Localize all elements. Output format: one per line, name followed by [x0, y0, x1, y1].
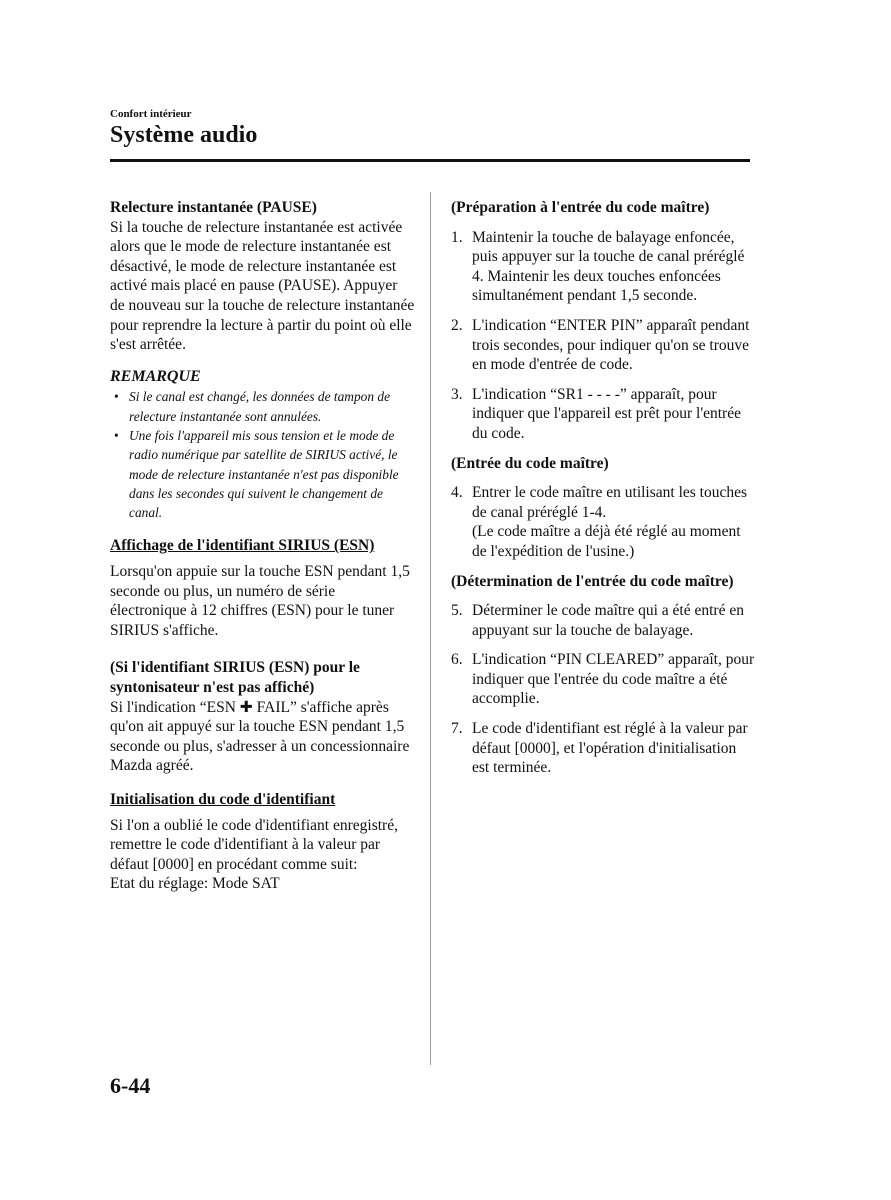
note-text: Si le canal est changé, les données de tampon de relecture instantanée sont annulées.: [129, 389, 391, 424]
step-item: [451, 385, 756, 444]
bullet-icon: •: [114, 389, 119, 405]
notes-list: [110, 387, 415, 522]
entry-heading: (Entrée du code maître): [451, 454, 609, 472]
determination-steps: [451, 601, 756, 778]
prep-steps: [451, 228, 756, 444]
esn-fail-text: Si l'indication “ESN ✚ FAIL” s'affiche après qu'on ait appuyé sur la touche ESN pendant 1,5 seconde ou plus, s'adresser à un concessionnaire Mazda agréé.: [110, 698, 410, 775]
section-label: Confort intérieur: [110, 108, 192, 120]
init-heading: Initialisation du code d'identifiant: [110, 790, 336, 808]
step-number: 2.: [451, 316, 463, 334]
prep-heading: (Préparation à l'entrée du code maître): [451, 199, 710, 216]
init-text: Si l'on a oublié le code d'identifiant enregistré, remettre le code d'identifiant à la valeur par défaut [0000] en procédant comme suit:: [110, 816, 398, 873]
left-column: [110, 198, 415, 894]
step-number: 4.: [451, 484, 463, 502]
step-text: Maintenir la touche de balayage enfoncée, puis appuyer sur la touche de canal préréglé 4. Maintenir les deux touches enfoncées simultanément pendant 1,5 seconde.: [472, 228, 745, 305]
step-item: [451, 719, 756, 778]
note-title: REMARQUE: [110, 367, 201, 385]
column-divider: [430, 192, 431, 1065]
step-text: L'indication “PIN CLEARED” apparaît, pour indiquer que l'entrée du code maître a été accomplie.: [472, 651, 755, 708]
esn-text: Lorsqu'on appuie sur la touche ESN pendant 1,5 seconde ou plus, un numéro de série électronique à 12 chiffres (ESN) pour le tuner SIRIUS s'affiche.: [110, 563, 410, 639]
step-item: [451, 483, 756, 561]
step-item: [451, 316, 756, 375]
entry-steps: [451, 483, 756, 561]
step-text: Entrer le code maître en utilisant les touches de canal préréglé 1-4.: [472, 484, 748, 521]
step-number: 6.: [451, 651, 463, 669]
step-number: 3.: [451, 385, 463, 403]
note-item: [110, 387, 415, 426]
replay-text: Si la touche de relecture instantanée est activée alors que le mode de relecture instantanée est désactivé, le mode de relecture instantanée est activé mais placé en pause (PAUSE). Appuyer de nouveau sur la touche de relecture instantanée pour reprendre la lecture à partir du point où elle s'est arrêtée.: [110, 218, 415, 354]
step-number: 1.: [451, 228, 463, 246]
step-number: 5.: [451, 602, 463, 620]
step-text: L'indication “ENTER PIN” apparaît pendant trois secondes, pour indiquer qu'on se trouve en mode d'entrée de code.: [472, 316, 750, 374]
esn-fail-heading: (Si l'identifiant SIRIUS (ESN) pour le syntonisateur n'est pas affiché): [110, 659, 360, 696]
page-title: Système audio: [110, 122, 258, 148]
page-number: 6-44: [110, 1073, 151, 1098]
determination-heading: (Détermination de l'entrée du code maître): [451, 572, 734, 590]
step-text: Déterminer le code maître qui a été entré en appuyant sur la touche de balayage.: [472, 602, 744, 639]
step-text: Le code d'identifiant est réglé à la valeur par défaut [0000], et l'opération d'initialisation est terminée.: [472, 720, 748, 777]
step-item: [451, 601, 756, 640]
note-item: [110, 426, 415, 522]
step-subtext: (Le code maître a déjà été réglé au moment de l'expédition de l'usine.): [472, 523, 741, 560]
step-item: [451, 228, 756, 306]
step-text: L'indication “SR1 - - - -” apparaît, pour indiquer que l'appareil est prêt pour l'entrée du code.: [472, 385, 741, 442]
right-column: [451, 198, 756, 788]
note-text: Une fois l'appareil mis sous tension et le mode de radio numérique par satellite de SIRIUS activé, le mode de relecture instantanée n'est pas disponible dans les secondes qui suivent le changement de canal.: [129, 427, 399, 521]
esn-heading: Affichage de l'identifiant SIRIUS (ESN): [110, 537, 375, 555]
step-item: [451, 650, 756, 709]
init-state: Etat du réglage: Mode SAT: [110, 875, 280, 893]
title-rule: [110, 159, 750, 162]
replay-heading: Relecture instantanée (PAUSE): [110, 199, 317, 216]
step-number: 7.: [451, 720, 463, 738]
bullet-icon: •: [114, 427, 119, 443]
